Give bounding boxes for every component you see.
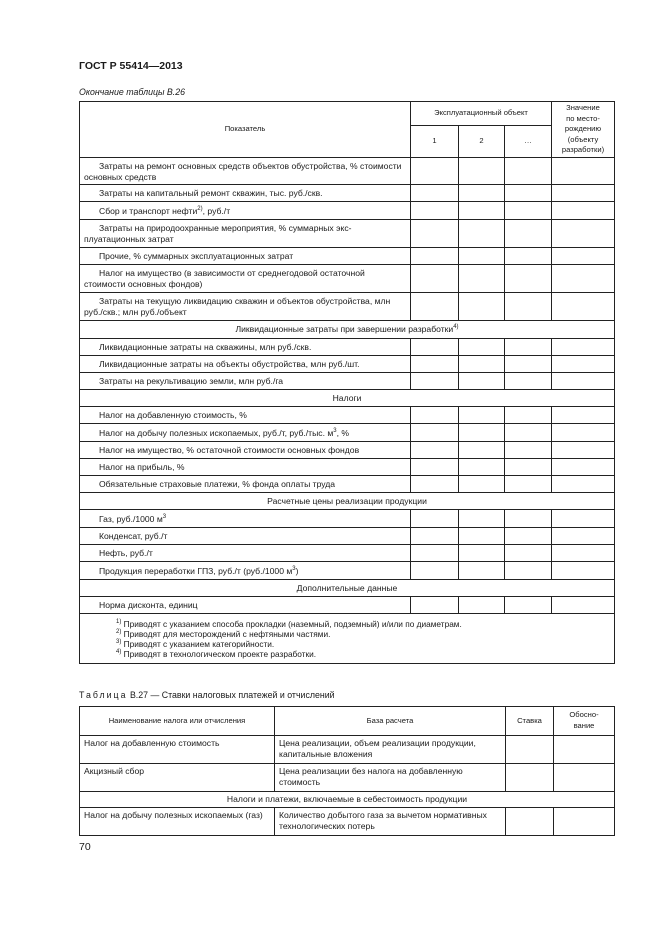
header-col-2: 2 (459, 126, 505, 158)
row-label: Затраты на природоохранные мероприятия, % суммарных эксплуатационных затрат (80, 220, 411, 248)
row-label: Конденсат, руб./т (80, 528, 411, 545)
table-row (80, 339, 615, 356)
header-base: База расчета (275, 707, 506, 736)
table-row (80, 459, 615, 476)
row-label: Газ, руб./1000 $м^3$ (80, 510, 411, 528)
table-row (80, 220, 615, 248)
tax-base: Цена реализации без налога на добавленную стоимость (275, 764, 506, 792)
section-title: Расчетные цены реализации продукции (80, 493, 615, 510)
row-label: Налог на имущество (в зависимости от среднегодовой остаточной стоимости основных фондов) (80, 265, 411, 293)
table-caption-2: Таблица В.27 — Ставки налоговых платежей и отчислений (79, 690, 335, 700)
tax-rates-table (79, 706, 615, 836)
section-row (80, 390, 615, 407)
section-row (80, 580, 615, 597)
section-title: Дополнительные данные (80, 580, 615, 597)
header-justification: Обосно- вание (554, 707, 615, 736)
row-label: Затраты на рекультивацию земли, млн руб./га (80, 373, 411, 390)
footnote: $^{2)}$ Приводят для месторождений с нефтяными частями. (116, 628, 331, 639)
row-label: Ликвидационные затраты на объекты обустройства, млн руб./шт. (80, 356, 411, 373)
row-label: Налог на прибыль, % (80, 459, 411, 476)
section-title: Налоги и платежи, включаемые в себестоимость продукции (80, 792, 615, 808)
table-row (80, 510, 615, 528)
header-rate: Ставка (506, 707, 554, 736)
indicators-table (79, 101, 615, 664)
header-value-line: рождению (564, 124, 602, 134)
standard-header: ГОСТ Р 55414—2013 (79, 60, 183, 72)
section-title: Налоги (80, 390, 615, 407)
footnotes (80, 614, 615, 664)
header-col-3: … (505, 126, 552, 158)
table-row (80, 597, 615, 614)
row-label: Обязательные страховые платежи, % фонда оплаты труда (80, 476, 411, 493)
tax-name: Налог на добавленную стоимость (80, 736, 275, 764)
table-row (80, 545, 615, 562)
table-caption: Окончание таблицы В.26 (79, 87, 186, 97)
row-label: Норма дисконта, единиц (80, 597, 411, 614)
tax-name: Акцизный сбор (80, 764, 275, 792)
header-value (552, 102, 615, 158)
table-row (80, 202, 615, 220)
table-row (80, 764, 615, 792)
row-label: Ликвидационные затраты на скважины, млн руб./скв. (80, 339, 411, 356)
table-row (80, 476, 615, 493)
table-row (80, 562, 615, 580)
table-row (80, 248, 615, 265)
tax-base: Цена реализации, объем реализации продукции, капитальные вложения (275, 736, 506, 764)
table-row (80, 407, 615, 424)
tax-name: Налог на добычу полезных ископаемых (газ) (80, 808, 275, 836)
table-row (80, 528, 615, 545)
table-row (80, 293, 615, 321)
table-row (80, 424, 615, 442)
footnote: $^{3)}$ Приводят с указанием категорийности. (116, 638, 275, 649)
header-value-line: по место- (566, 113, 600, 123)
row-label: Налог на добавленную стоимость, % (80, 407, 411, 424)
section-title: Ликвидационные затраты при завершении разработки$^{4)}$ (80, 321, 615, 339)
header-value-line: Значение (566, 103, 600, 113)
header-value-line: разработки) (561, 145, 605, 155)
footnote: $^{1)}$ Приводят с указанием способа прокладки (наземный, подземный) и/или по диаметрам. (116, 618, 462, 629)
row-label: Затраты на текущую ликвидацию скважин и объектов обустройства, млн руб./скв.; млн руб./объект (80, 293, 411, 321)
footnote: $^{4)}$ Приводят в технологическом проекте разработки. (116, 648, 317, 659)
row-label: Затраты на ремонт основных средств объектов обустройства, % стоимости основных средств (80, 158, 411, 185)
section-row (80, 493, 615, 510)
page-number: 70 (79, 841, 91, 853)
table-row (80, 808, 615, 836)
row-label: Налог на имущество, % остаточной стоимости основных фондов (80, 442, 411, 459)
header-object: Эксплуатационный объект (411, 102, 552, 126)
row-label: Налог на добычу полезных ископаемых, руб./т, руб./тыс. $м^3$, % (80, 424, 411, 442)
section-row (80, 321, 615, 339)
row-label: Сбор и транспорт нефти$^{2)}$, руб./т (80, 202, 411, 220)
tax-base: Количество добытого газа за вычетом нормативных технологических потерь (275, 808, 506, 836)
table-row (80, 185, 615, 202)
header-value-line: (объекту (567, 134, 599, 144)
header-indicator: Показатель (80, 102, 411, 158)
row-label: Затраты на капитальный ремонт скважин, тыс. руб./скв. (80, 185, 411, 202)
header-name: Наименование налога или отчисления (80, 707, 275, 736)
row-label: Прочие, % суммарных эксплуатационных затрат (80, 248, 411, 265)
row-label: Нефть, руб./т (80, 545, 411, 562)
table-row (80, 356, 615, 373)
table-row (80, 265, 615, 293)
table-row (80, 158, 615, 185)
table-row (80, 442, 615, 459)
footnotes-row (80, 614, 615, 664)
header-col-1: 1 (411, 126, 459, 158)
table-row (80, 373, 615, 390)
table-row (80, 736, 615, 764)
row-label: Продукция переработки ГПЗ, руб./т (руб./1000 $м^3$) (80, 562, 411, 580)
section-row (80, 792, 615, 808)
